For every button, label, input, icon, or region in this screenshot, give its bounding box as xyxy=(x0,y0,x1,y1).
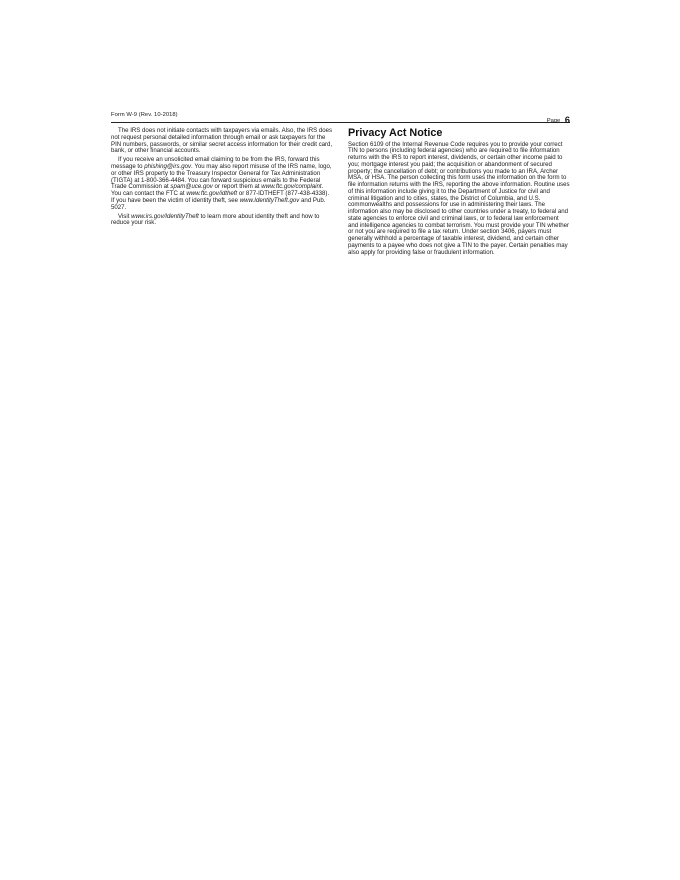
page-header xyxy=(111,110,570,126)
page-label: Page xyxy=(546,118,561,124)
italic-text: phishing@irs.gov xyxy=(144,163,192,171)
text-run: . You may also report misuse of the IRS name, logo, or other IRS property to the Treasury Inspector General for Tax Administration (TIGTA) at 1-800-366-4484. You can forward suspicious emails to the Federal Trade Commission at xyxy=(111,163,332,191)
text-run: to learn more about identity theft and how to reduce your risk. xyxy=(111,212,320,227)
page-number: 6 xyxy=(564,115,570,126)
paragraph-irs-contact xyxy=(111,128,333,155)
text-run: or 877-IDTHEFT (877-438-4338). If you have been the victim of identity theft, see xyxy=(111,190,330,204)
form-identifier: Form W-9 (Rev. 10-2018) xyxy=(111,112,178,118)
page-indicator xyxy=(547,110,570,128)
privacy-act-heading: Privacy Act Notice xyxy=(348,127,443,139)
italic-text: www.irs.gov/IdentityTheft xyxy=(131,212,199,220)
right-column xyxy=(348,128,570,256)
italic-text: spam@uce.gov xyxy=(170,183,213,191)
italic-text: www.ftc.gov/complaint xyxy=(261,183,322,191)
text-run: The IRS does not initiate contacts with taxpayers via emails. Also, the IRS does not request personal detailed information through email or ask taxpayers for the PIN numbers, passwords, or similar secret access information for their credit card, bank, or other financial accounts. xyxy=(111,127,333,155)
text-run: and Pub. 5027. xyxy=(111,196,326,211)
italic-text: www.ftc.gov/idtheft xyxy=(186,190,238,198)
privacy-act-body: Section 6109 of the Internal Revenue Code requires you to provide your correct TIN to persons (including federal agencies) who are required to file information returns with the IRS to report interest, dividends, or certain other income paid to you; mortgage interest you paid; the acquisition or abandonment of secured property; the cancellation of debt; or contributions you made to an IRA, Archer MSA, or HSA. The person collecting this form uses the information on the form to file information returns with the IRS, reporting the above information. Routine uses of this information include giving it to the Department of Justice for civil and criminal litigation and to cities, states, the District of Columbia, and U.S. commonwealths and possessions for use in administering their laws. The information also may be disclosed to other countries under a treaty, to federal and state agencies to enforce civil and criminal laws, or to federal law enforcement and intelligence agencies to combat terrorism. You must provide your TIN whether or not you are required to file a tax return. Under section 3406, payers must generally withhold a percentage of taxable interest, dividend, and certain other payments to a payee who does not give a TIN to the payer. Certain penalties may also apply for providing false or fraudulent information. xyxy=(348,140,570,256)
text-run: . You can contact the FTC at xyxy=(111,183,324,198)
paragraph-visit-identity-theft xyxy=(111,214,333,228)
text-run: or report them at xyxy=(212,183,262,191)
left-column xyxy=(111,128,333,229)
text-run: If you receive an unsolicited email claiming to be from the IRS, forward this message to xyxy=(111,156,320,171)
paragraph-report-phishing xyxy=(111,157,333,211)
text-run: Visit xyxy=(118,212,132,220)
italic-text: www.IdentityTheft.gov xyxy=(239,196,300,204)
